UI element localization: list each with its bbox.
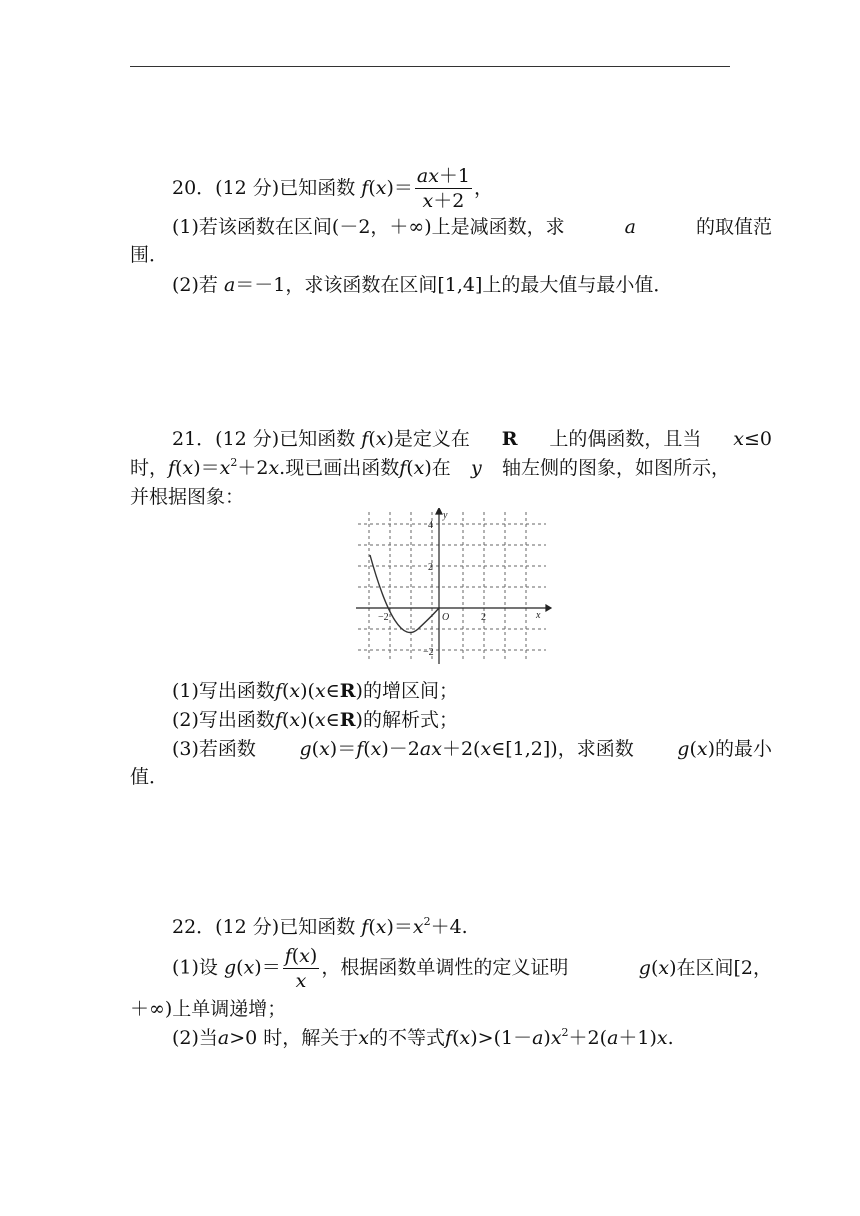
q21-part3-cont: 值． — [130, 766, 169, 788]
x-axis-label: x — [536, 610, 541, 621]
q21-line1: 21．(12 分)已知函数 f(x)是定义在 R 上的偶函数，且当 x≤0 — [172, 428, 772, 450]
origin-label: O — [442, 612, 450, 623]
header-rule — [130, 66, 730, 67]
q20-part1: (1)若该函数在区间(－2，＋∞)上是减函数，求 a 的取值范 — [172, 216, 772, 238]
q20-part1-cont: 围． — [130, 244, 169, 266]
q20-part2: (2)若 a＝－1，求该函数在区间[1,4]上的最大值与最小值． — [172, 274, 673, 296]
q21-part1: (1)写出函数f(x)(x∈R)的增区间； — [172, 680, 458, 702]
q21-part2: (2)写出函数f(x)(x∈R)的解析式； — [172, 709, 458, 731]
tick-label-2y: 2 — [428, 562, 433, 573]
q22-part1-cont: ＋∞)上单调递增； — [130, 998, 287, 1020]
tick-label-neg2x: −2 — [378, 612, 389, 623]
graph-grid — [358, 512, 546, 662]
y-axis-label: y — [443, 510, 448, 521]
q20-denominator: x＋2 — [422, 189, 465, 212]
q22-part1: (1)设 g(x)＝ $\frac{f(x)}{x}$ ，根据函数单调性的定义证明 g(x)在区间[2， — [172, 944, 772, 992]
graph-axes — [356, 508, 551, 664]
q22-part2: (2)当a>0 时，解关于x的不等式$f(x)>(1-a)x^2+2(a+1)x$. — [172, 1026, 674, 1049]
q20-fraction — [415, 164, 472, 213]
tick-label-neg2y: −2 — [423, 647, 434, 658]
q20-numerator: ax＋1 — [416, 164, 471, 187]
q22-fraction: $\frac{f(x)}{x}$ — [284, 944, 318, 992]
tick-label-4: 4 — [428, 520, 433, 531]
q21-graph — [350, 508, 554, 668]
q22-heading: 22．(12 分)已知函数 $f(x)=x^2+4$. — [172, 915, 468, 938]
q20-number: 20．(12 分)已知函数 — [172, 177, 356, 199]
q20-heading: 20．(12 分)已知函数 f ( x )＝ $\frac{ax+1}{x+2}$ ， — [172, 164, 494, 212]
q21-line2: 时，$f(x)=x^2+2x$.现已画出函数f(x)在 y 轴左侧的图象，如图所示， — [130, 456, 730, 479]
q21-line3: 并根据图象： — [130, 486, 245, 508]
tick-label-2x: 2 — [481, 612, 486, 623]
q21-part3: (3)若函数 g(x)＝f(x)－2ax＋2(x∈[1,2])，求函数 g(x)的最小 — [172, 738, 772, 760]
